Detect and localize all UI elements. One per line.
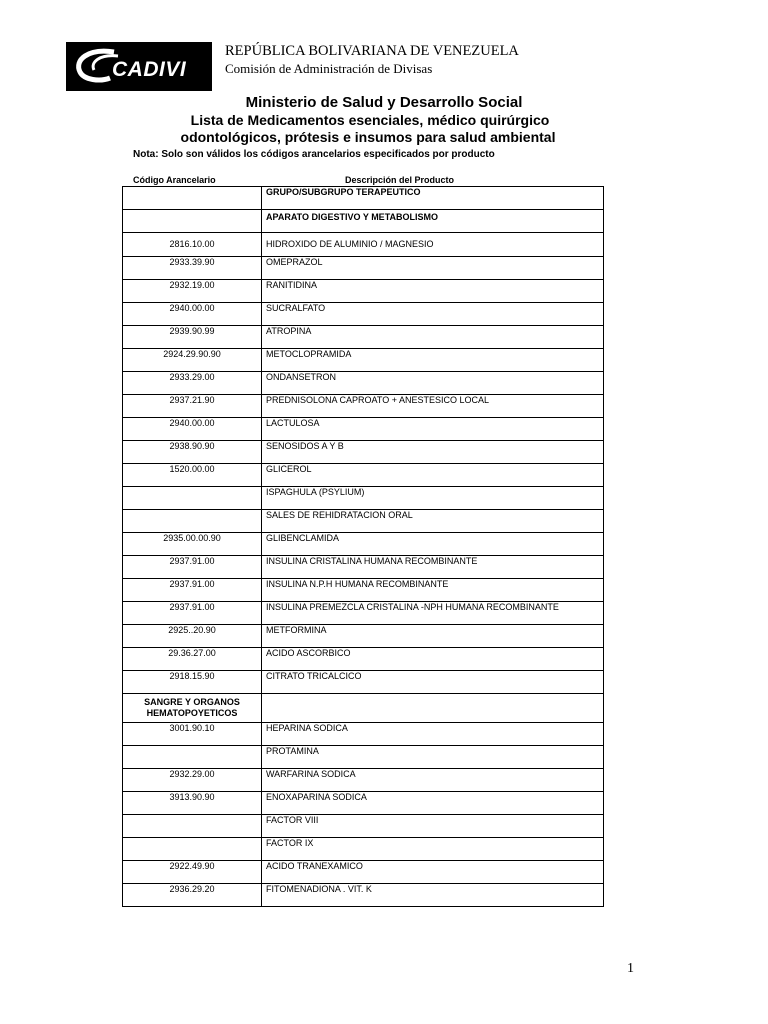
description-cell: INSULINA CRISTALINA HUMANA RECOMBINANTE — [262, 556, 604, 579]
table-row — [123, 723, 604, 746]
code-cell — [123, 746, 262, 769]
table-row — [123, 441, 604, 464]
code-cell: 2816.10.00 — [123, 233, 262, 257]
description-cell: HEPARINA SODICA — [262, 723, 604, 746]
code-cell — [123, 210, 262, 233]
note-text: Nota: Solo son válidos los códigos arancelarios especificados por producto — [133, 149, 495, 160]
description-cell: ONDANSETRON — [262, 372, 604, 395]
table-row — [123, 884, 604, 907]
description-cell: METFORMINA — [262, 625, 604, 648]
table-row — [123, 487, 604, 510]
code-cell: 2940.00.00 — [123, 418, 262, 441]
code-cell — [123, 815, 262, 838]
list-title-line2: odontológicos, prótesis e insumos para salud ambiental — [180, 129, 556, 145]
description-cell: FACTOR VIII — [262, 815, 604, 838]
table-row — [123, 533, 604, 556]
table-row — [123, 464, 604, 487]
code-cell: 2932.19.00 — [123, 280, 262, 303]
table-row — [123, 625, 604, 648]
table-row — [123, 303, 604, 326]
description-cell: OMEPRAZOL — [262, 257, 604, 280]
cadivi-logo — [66, 42, 212, 91]
column-header-code: Código Arancelario — [133, 175, 216, 185]
code-cell: 2932.29.00 — [123, 769, 262, 792]
code-cell: 2937.91.00 — [123, 556, 262, 579]
table-row — [123, 602, 604, 625]
table-row — [123, 395, 604, 418]
code-cell: 2933.29.00 — [123, 372, 262, 395]
table-row — [123, 792, 604, 815]
table-row — [123, 280, 604, 303]
description-cell: RANITIDINA — [262, 280, 604, 303]
code-cell — [123, 187, 262, 210]
table-row — [123, 671, 604, 694]
description-cell: INSULINA N.P.H HUMANA RECOMBINANTE — [262, 579, 604, 602]
code-cell: 2922.49.90 — [123, 861, 262, 884]
description-cell: ACIDO TRANEXAMICO — [262, 861, 604, 884]
table-row — [123, 372, 604, 395]
republic-heading: REPÚBLICA BOLIVARIANA DE VENEZUELA — [225, 43, 519, 59]
description-cell: LACTULOSA — [262, 418, 604, 441]
description-cell: HIDROXIDO DE ALUMINIO / MAGNESIO — [262, 233, 604, 257]
section-title-blood: SANGRE Y ORGANOS HEMATOPOYETICOS — [123, 694, 262, 723]
group-header-cell: GRUPO/SUBGRUPO TERAPEUTICO — [262, 187, 604, 210]
description-cell: GLICEROL — [262, 464, 604, 487]
code-cell: 2937.91.00 — [123, 602, 262, 625]
description-cell: FACTOR IX — [262, 838, 604, 861]
description-cell: ACIDO ASCORBICO — [262, 648, 604, 671]
table-row — [123, 861, 604, 884]
description-cell: ATROPINA — [262, 326, 604, 349]
code-cell: 2935.00.00.90 — [123, 533, 262, 556]
description-cell: PREDNISOLONA CAPROATO + ANESTESICO LOCAL — [262, 395, 604, 418]
description-cell — [262, 694, 604, 723]
code-cell: 2937.21.90 — [123, 395, 262, 418]
code-cell: 29.36.27.00 — [123, 648, 262, 671]
code-cell: 2937.91.00 — [123, 579, 262, 602]
description-cell: SENOSIDOS A Y B — [262, 441, 604, 464]
code-cell: 3001.90.10 — [123, 723, 262, 746]
description-cell: WARFARINA SODICA — [262, 769, 604, 792]
code-cell: 2936.29.20 — [123, 884, 262, 907]
description-cell: ISPAGHULA (PSYLIUM) — [262, 487, 604, 510]
table-row — [123, 694, 604, 723]
description-cell: FITOMENADIONA . VIT. K — [262, 884, 604, 907]
logo-text: CADIVI — [112, 58, 187, 81]
ministry-title: Ministerio de Salud y Desarrollo Social — [245, 94, 523, 111]
table-row — [123, 556, 604, 579]
code-cell — [123, 838, 262, 861]
description-cell: INSULINA PREMEZCLA CRISTALINA -NPH HUMANA RECOMBINANTE — [262, 602, 604, 625]
table-row — [123, 769, 604, 792]
code-cell — [123, 510, 262, 533]
table-row — [123, 326, 604, 349]
code-cell: 2938.90.90 — [123, 441, 262, 464]
code-cell: 3913.90.90 — [123, 792, 262, 815]
description-cell: GLIBENCLAMIDA — [262, 533, 604, 556]
code-cell — [123, 487, 262, 510]
code-cell: 2925..20.90 — [123, 625, 262, 648]
column-header-description: Descripción del Producto — [345, 175, 455, 185]
table-row — [123, 210, 604, 233]
description-cell: CITRATO TRICALCICO — [262, 671, 604, 694]
page-number: 1 — [627, 961, 634, 976]
table-row — [123, 233, 604, 257]
description-cell: SUCRALFATO — [262, 303, 604, 326]
commission-heading: Comisión de Administración de Divisas — [225, 61, 433, 76]
table-row — [123, 648, 604, 671]
code-cell: 2933.39.90 — [123, 257, 262, 280]
description-cell: SALES DE REHIDRATACION ORAL — [262, 510, 604, 533]
code-cell: 2918.15.90 — [123, 671, 262, 694]
table-row — [123, 815, 604, 838]
table-row — [123, 257, 604, 280]
table-row — [123, 838, 604, 861]
description-cell: PROTAMINA — [262, 746, 604, 769]
table-row — [123, 746, 604, 769]
description-cell: ENOXAPARINA SODICA — [262, 792, 604, 815]
code-cell: 2924.29.90.90 — [123, 349, 262, 372]
code-cell: 1520.00.00 — [123, 464, 262, 487]
list-title-line1: Lista de Medicamentos esenciales, médico quirúrgico — [190, 112, 550, 128]
table-row — [123, 187, 604, 210]
code-cell: 2940.00.00 — [123, 303, 262, 326]
code-cell: 2939.90.99 — [123, 326, 262, 349]
section-title-digestive: APARATO DIGESTIVO Y METABOLISMO — [262, 210, 604, 233]
table-row — [123, 418, 604, 441]
description-cell: METOCLOPRAMIDA — [262, 349, 604, 372]
medications-table — [122, 186, 604, 907]
table-row — [123, 349, 604, 372]
table-row — [123, 510, 604, 533]
table-row — [123, 579, 604, 602]
